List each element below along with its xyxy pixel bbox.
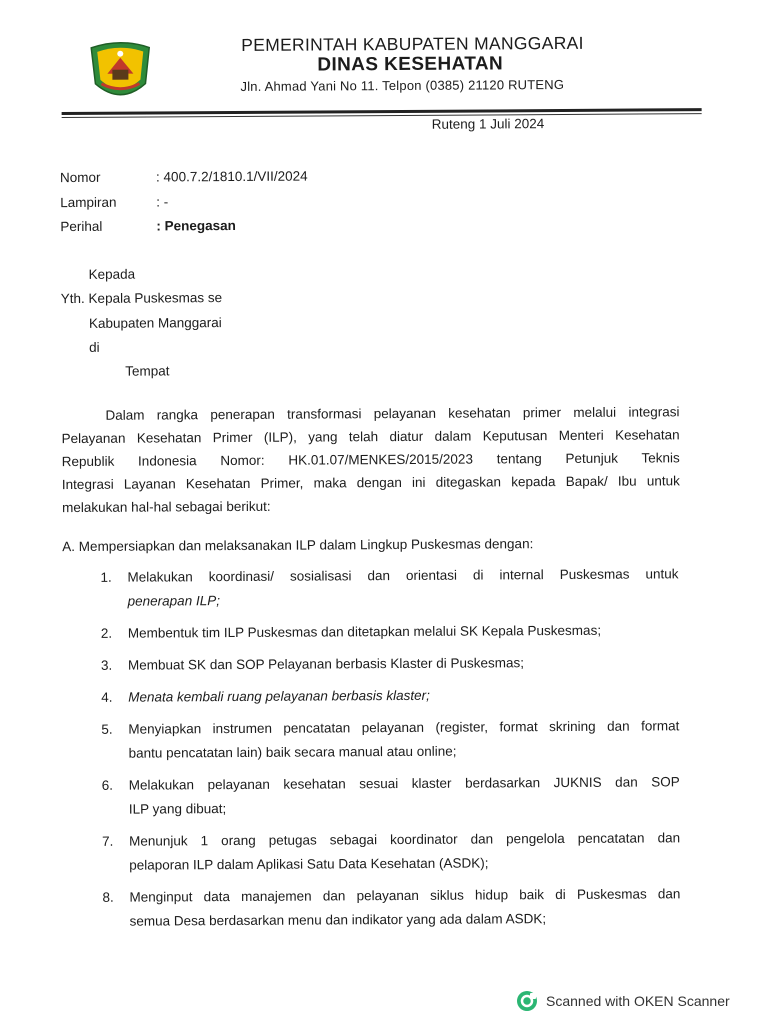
perihal-row	[60, 218, 236, 234]
list-item	[101, 714, 681, 761]
list-item-line1: Membentuk tim ILP Puskesmas dan ditetapkan melalui SK Kepala Puskesmas;	[127, 622, 602, 641]
lampiran-row	[60, 194, 168, 210]
numbered-list	[100, 562, 681, 929]
addressee-line1: Yth. Kepala Puskesmas se	[60, 290, 223, 307]
list-item-line2: ILP yang dibuat;	[128, 801, 227, 817]
list-item-line1: Membuat SK dan SOP Pelayanan berbasis Klaster di Puskesmas;	[127, 655, 525, 673]
letter-date: Ruteng 1 Juli 2024	[431, 116, 545, 132]
regency-logo	[83, 39, 157, 105]
list-item-line1: Menginput data manajemen dan pelayanan siklus hidup baik di Puskesmas dan	[129, 886, 681, 905]
perihal-value: : Penegasan	[156, 217, 236, 234]
nomor-value: : 400.7.2/1810.1/VII/2024	[155, 168, 308, 185]
list-item	[100, 650, 681, 673]
lampiran-value: : -	[156, 194, 169, 210]
list-item-line1: Melakukan koordinasi/ sosialisasi dan orientasi di internal Puskesmas untuk	[127, 566, 679, 585]
list-item-number: 3.	[100, 657, 113, 673]
list-item-line2: pelaporan ILP dalam Aplikasi Satu Data Kesehatan (ASDK);	[129, 855, 489, 873]
list-item	[102, 826, 682, 873]
addressee-line2: Kabupaten Manggarai	[88, 315, 222, 331]
list-item-line2: penerapan ILP;	[127, 593, 220, 609]
list-item	[101, 682, 681, 705]
list-item	[101, 770, 682, 817]
list-item-line1: Menyiapkan instrumen pencatatan pelayanan (register, format skrining dan format	[128, 718, 680, 737]
list-item-number: 6.	[101, 777, 114, 793]
paragraph-line: Dalam rangka penerapan transformasi pelayanan kesehatan primer melalui integrasi	[105, 404, 680, 423]
scanner-watermark-text: Scanned with OKEN Scanner	[546, 993, 730, 1009]
list-item-number: 4.	[101, 689, 113, 705]
list-item	[100, 562, 680, 609]
paragraph-line: melakukan hal-hal sebagai berikut:	[61, 498, 271, 516]
list-item-line1: Menunjuk 1 orang petugas sebagai koordinator dan pengelola pencatatan dan	[129, 830, 681, 849]
nomor-row	[60, 169, 308, 186]
addressee-kepada: Kepada	[88, 266, 136, 282]
addressee-line4: Tempat	[125, 363, 170, 379]
list-item	[100, 618, 681, 641]
oken-scanner-icon	[516, 990, 538, 1012]
paragraph-line: Republik Indonesia Nomor: HK.01.07/MENKES/2015/2023 tentang Petunjuk Teknis	[61, 450, 680, 470]
header-government: PEMERINTAH KABUPATEN MANGGARAI	[241, 32, 584, 55]
list-item-number: 1.	[100, 569, 112, 585]
list-item-number: 2.	[100, 625, 113, 641]
list-item-line1: Melakukan pelayanan kesehatan sesuai klaster berdasarkan JUKNIS dan SOP	[128, 774, 680, 793]
list-item-line2: bantu pencatatan lain) baik secara manual atau online;	[128, 743, 457, 761]
perihal-label: Perihal	[60, 218, 103, 235]
list-item-number: 8.	[102, 889, 114, 905]
list-item	[102, 882, 682, 929]
header-address: Jln. Ahmad Yani No 11. Telpon (0385) 21120 RUTENG	[240, 76, 565, 94]
addressee-line3: di	[89, 339, 100, 355]
list-item-line2: semua Desa berdasarkan menu dan indikator yang ada dalam ASDK;	[129, 911, 547, 929]
list-item-number: 7.	[102, 833, 114, 849]
list-item-line1: Menata kembali ruang pelayanan berbasis klaster;	[128, 687, 430, 705]
paragraph-line: Pelayanan Kesehatan Primer (ILP), yang telah diatur dalam Keputusan Menteri Kesehatan	[61, 427, 680, 447]
scanner-watermark	[516, 990, 730, 1012]
header-office: DINAS KESEHATAN	[317, 53, 504, 76]
section-a-heading: A. Mempersiapkan dan melaksanakan ILP dalam Lingkup Puskesmas dengan:	[62, 536, 534, 555]
lampiran-label: Lampiran	[60, 194, 117, 211]
body-paragraph	[61, 400, 680, 519]
nomor-label: Nomor	[59, 169, 101, 186]
list-item-number: 5.	[101, 721, 113, 737]
paragraph-line: Integrasi Layanan Kesehatan Primer, maka dengan ini ditegaskan kepada Bapak/ Ibu untuk	[61, 473, 680, 493]
